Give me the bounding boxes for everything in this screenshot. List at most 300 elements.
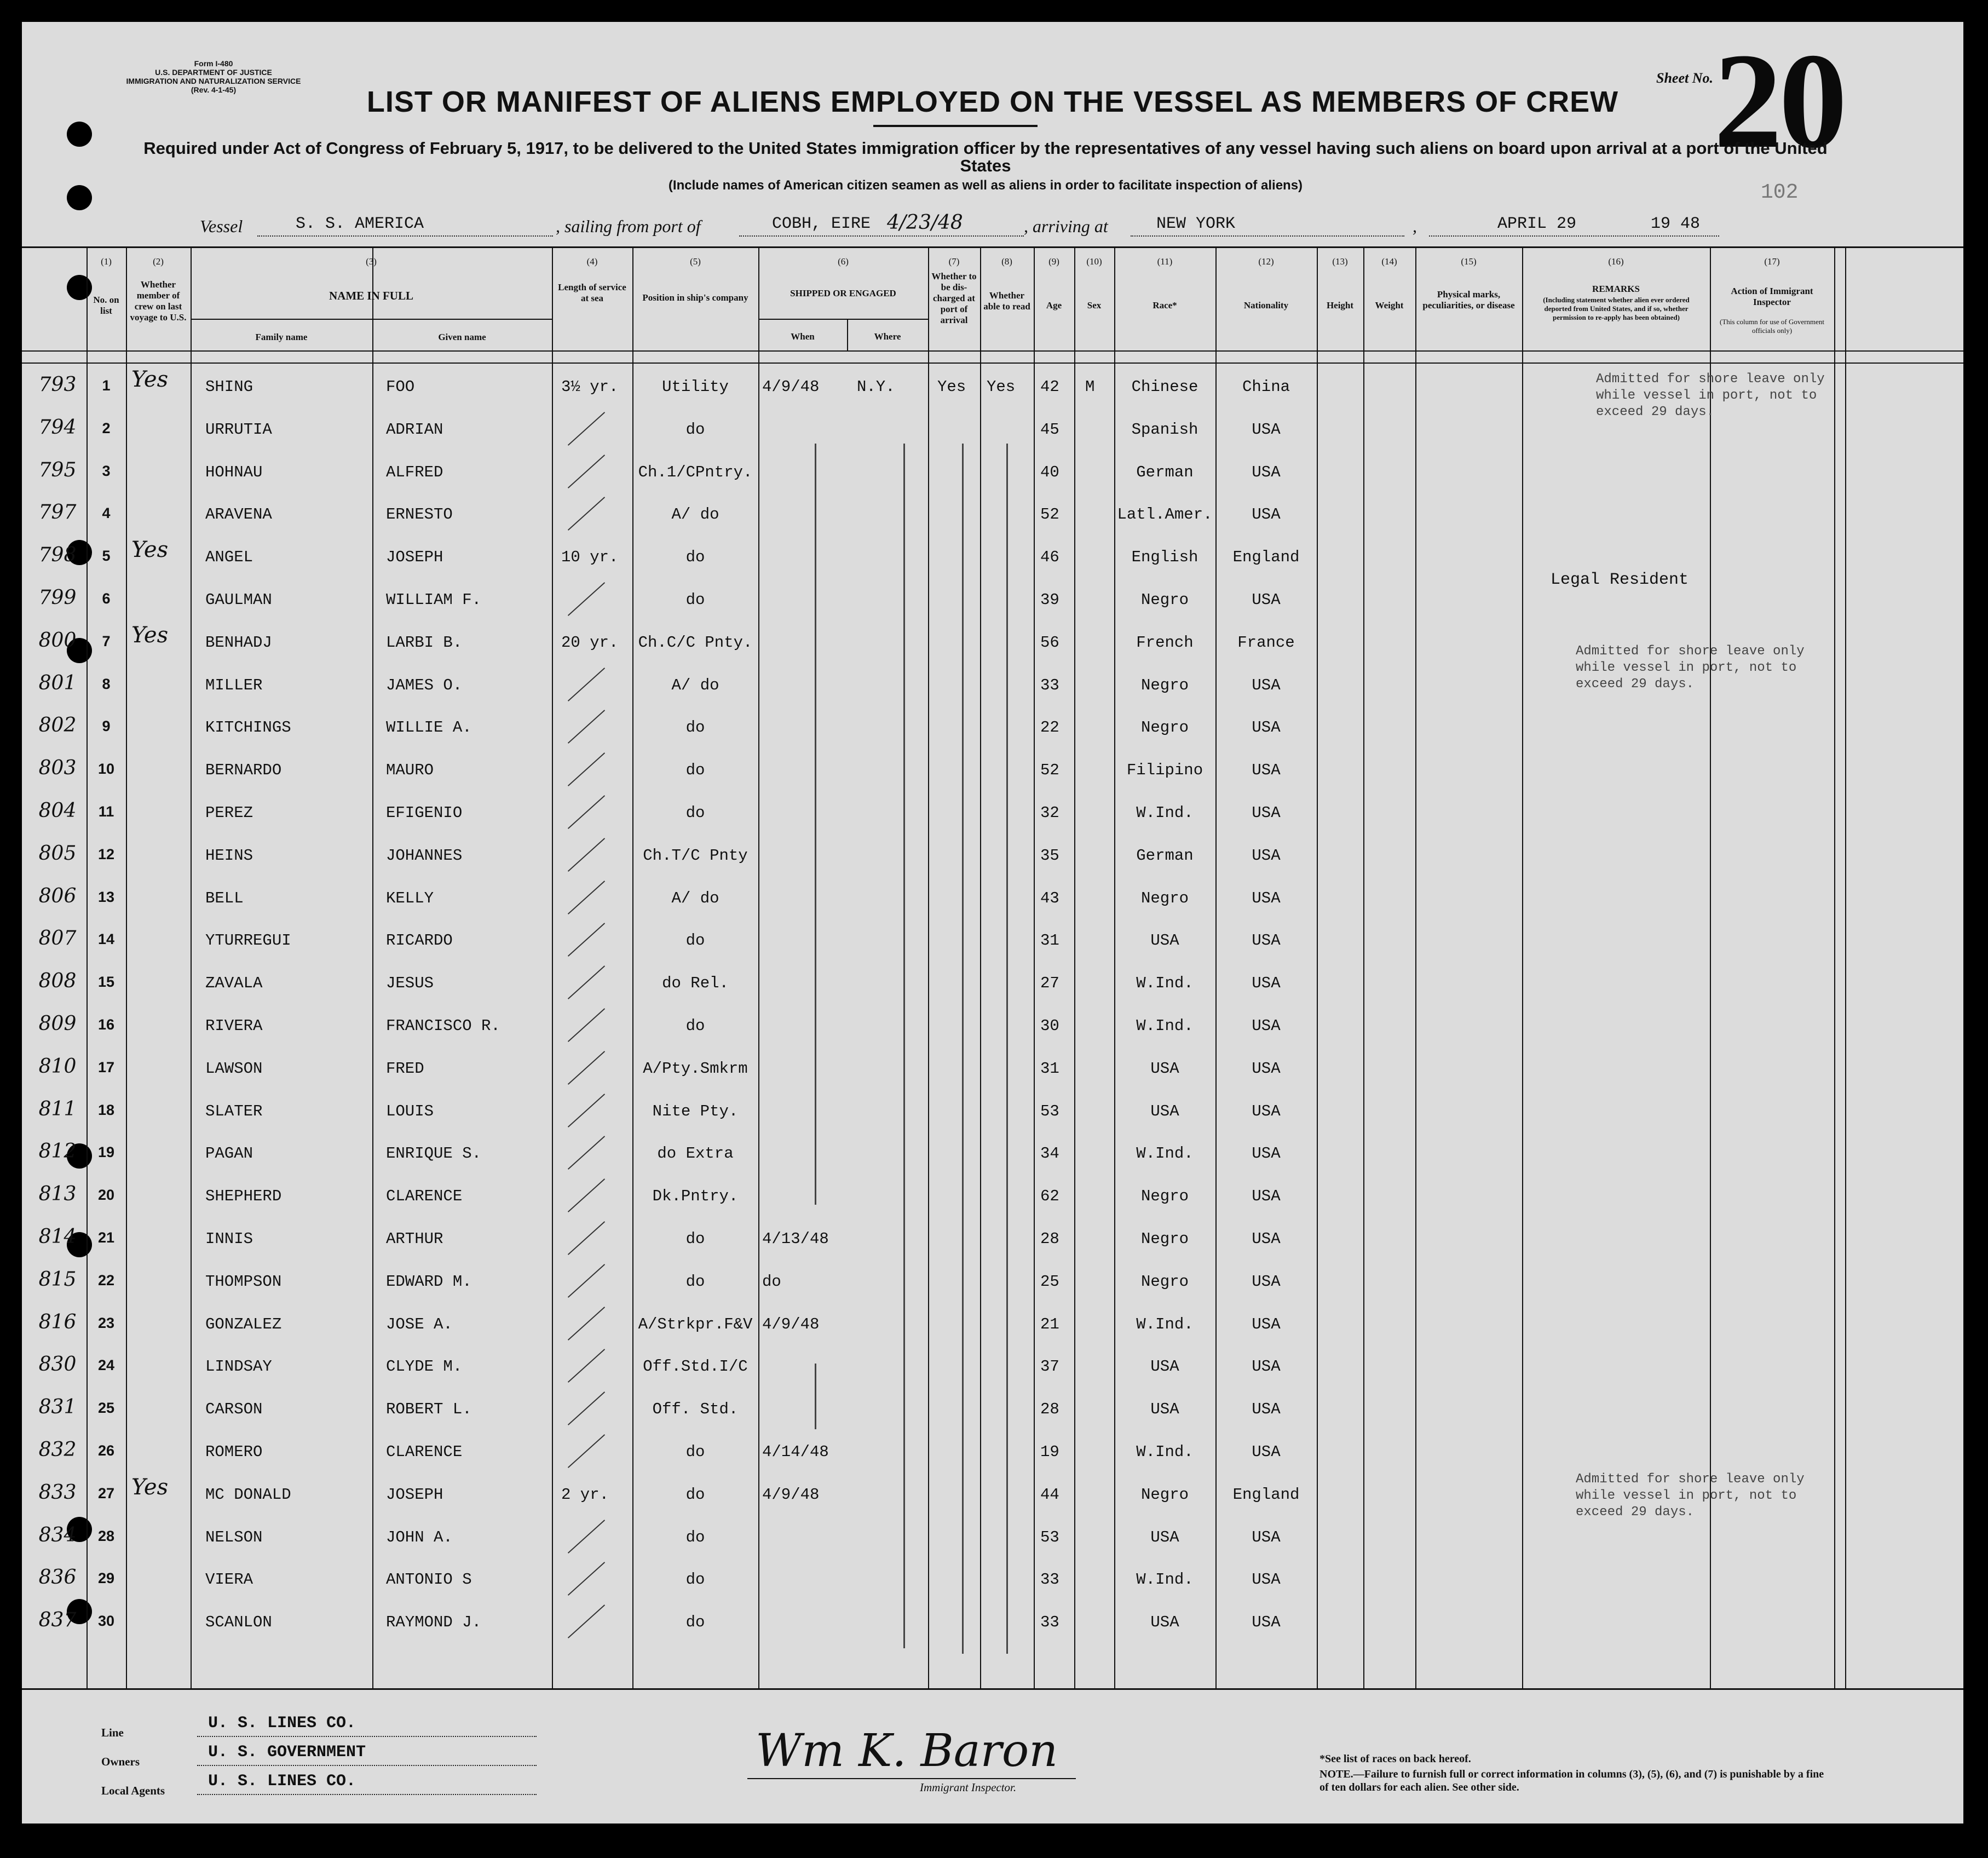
col16-note: (Including statement whether alien ever ordered deported from United States, and if so, whether permission to re-apply has been obtained) [1543, 296, 1690, 321]
family-name-cell: KITCHINGS [205, 718, 291, 737]
ledger-number: 815 [38, 1268, 77, 1291]
age-cell: 31 [1040, 931, 1059, 950]
race-cell: Negro [1140, 1187, 1189, 1206]
ledger-number: 800 [38, 629, 77, 652]
position-cell: do [685, 1571, 705, 1589]
age-cell: 39 [1040, 591, 1059, 609]
col16-number: (16) [1608, 256, 1624, 267]
given-name-cell: ALFRED [386, 463, 443, 481]
age-cell: 21 [1040, 1315, 1059, 1333]
given-name-cell: JAMES O. [386, 676, 463, 694]
col14-header: Weight [1375, 300, 1404, 310]
sailing-label: , sailing from port of [556, 216, 701, 236]
position-cell: do [685, 1230, 705, 1248]
manifest-sheet [22, 22, 1963, 1824]
table-row [22, 493, 1963, 536]
table-row [22, 1175, 1963, 1217]
table-row [22, 749, 1963, 791]
service-length-cell: 2 yr. [561, 1485, 609, 1504]
race-cell: W.Ind. [1136, 1571, 1194, 1589]
given-name-cell: JOHANNES [386, 846, 463, 865]
prev-voyage-cell: Yes [131, 622, 169, 648]
nationality-cell: USA [1252, 974, 1281, 993]
ledger-number: 793 [38, 373, 77, 396]
age-cell: 31 [1040, 1059, 1059, 1078]
nationality-cell: USA [1252, 846, 1281, 865]
row-number: 6 [102, 590, 111, 607]
local-agents: U. S. LINES CO. [208, 1772, 356, 1791]
race-cell: W.Ind. [1136, 1443, 1194, 1461]
arrival-year: 19 48 [1651, 215, 1701, 233]
row-number: 29 [97, 1570, 115, 1587]
shipped-when-cell: 4/14/48 [762, 1443, 829, 1461]
position-cell: do [685, 804, 705, 822]
race-cell: W.Ind. [1136, 804, 1194, 822]
department: U.S. DEPARTMENT OF JUSTICE [155, 68, 272, 77]
position-cell: Off.Std.I/C [643, 1357, 748, 1376]
remark-shore-leave: Admitted for shore leave only while vessel in port, not to exceed 29 days. [1576, 1472, 1805, 1520]
given-name-cell: LARBI B. [386, 633, 463, 652]
age-cell: 33 [1040, 676, 1059, 694]
row-number: 11 [98, 803, 114, 820]
table-row [22, 919, 1963, 962]
ledger-number: 830 [38, 1353, 77, 1376]
family-name-cell: BELL [205, 889, 244, 907]
ledger-number: 806 [38, 884, 77, 907]
position-cell: do [685, 1443, 705, 1461]
family-name-cell: THOMPSON [205, 1272, 282, 1291]
nationality-cell: USA [1252, 1059, 1281, 1078]
title-rule [873, 125, 1038, 127]
col3-number: (3) [366, 256, 377, 267]
position-cell: do Extra [657, 1144, 734, 1163]
col13-header: Height [1326, 300, 1354, 310]
agents-label: Local Agents [101, 1784, 165, 1797]
position-cell: do [685, 931, 705, 950]
races-footnote: *See list of races on back hereof. [1319, 1753, 1471, 1765]
family-name-cell: CARSON [205, 1400, 263, 1419]
age-cell: 52 [1040, 505, 1059, 524]
service-length-cell: 3½ yr. [561, 378, 619, 396]
age-cell: 30 [1040, 1017, 1059, 1035]
ledger-number: 836 [38, 1566, 77, 1589]
position-cell: Ch.C/C Pnty. [638, 633, 753, 652]
given-name-cell: KELLY [386, 889, 434, 907]
nationality-cell: USA [1252, 1528, 1281, 1546]
family-name-cell: SHING [205, 378, 253, 396]
family-name-cell: ZAVALA [205, 974, 263, 993]
table-row [22, 1005, 1963, 1047]
line-fill-line [197, 1736, 537, 1737]
family-name-cell: ARAVENA [205, 505, 272, 524]
family-name-cell: MILLER [205, 676, 263, 694]
family-name-cell: BERNARDO [205, 761, 282, 780]
check-mark [568, 455, 605, 488]
row-number: 12 [97, 845, 115, 862]
sailing-fill-line [739, 235, 1024, 237]
col10-number: (10) [1086, 256, 1102, 267]
check-mark [568, 838, 605, 872]
sheet-label: Sheet No. [1656, 70, 1713, 86]
nationality-cell: USA [1252, 931, 1281, 950]
row-number: 14 [97, 931, 115, 948]
race-cell: USA [1150, 1400, 1179, 1419]
row-number: 8 [102, 675, 111, 692]
able-to-read-cell: Yes [987, 378, 1016, 396]
position-cell: do [685, 420, 705, 439]
given-name-cell: RAYMOND J. [386, 1613, 482, 1632]
ledger-number: 813 [38, 1183, 77, 1206]
check-mark [568, 1604, 605, 1638]
remark-shore-leave: Admitted for shore leave only while vessel in port, not to exceed 29 days. [1596, 372, 1825, 419]
shipped-when-cell: 4/13/48 [762, 1230, 829, 1248]
age-cell: 56 [1040, 633, 1059, 652]
service-length-cell: 10 yr. [561, 548, 619, 567]
age-cell: 53 [1040, 1102, 1059, 1120]
family-name-cell: YTURREGUI [205, 931, 291, 950]
family-name-cell: VIERA [205, 1571, 253, 1589]
document-note: (Include names of American citizen seamen as well as aliens in order to facilitate inspection of aliens) [668, 178, 1303, 193]
family-name-cell: HOHNAU [205, 463, 263, 481]
check-mark [568, 881, 605, 914]
family-name-cell: SCANLON [205, 1613, 272, 1632]
race-cell: Negro [1140, 889, 1189, 907]
given-name-cell: ROBERT L. [386, 1400, 472, 1419]
nationality-cell: USA [1252, 1613, 1281, 1632]
position-cell: A/Strkpr.F&V [638, 1315, 753, 1333]
position-cell: do [685, 1485, 705, 1504]
position-cell: do [685, 591, 705, 609]
ledger-number: 831 [38, 1396, 77, 1419]
col2-number: (2) [153, 256, 164, 267]
family-name-cell: LINDSAY [205, 1357, 272, 1376]
given-name-cell: ADRIAN [386, 420, 443, 439]
table-bottom-border [22, 1688, 1963, 1690]
family-name-cell: URRUTIA [205, 420, 272, 439]
check-mark [568, 1178, 605, 1212]
form-number: Form I-480 [194, 59, 233, 68]
prev-voyage-cell: Yes [131, 1474, 169, 1500]
row-number: 30 [97, 1613, 115, 1630]
ledger-number: 809 [38, 1013, 77, 1035]
table-row [22, 1218, 1963, 1260]
inspector-label: Immigrant Inspector. [920, 1781, 1017, 1794]
nationality-cell: USA [1252, 718, 1281, 737]
col17-number: (17) [1764, 256, 1780, 267]
col4-header: Length of service at sea [558, 282, 626, 303]
row-number: 21 [97, 1229, 115, 1246]
check-mark [568, 1264, 605, 1298]
table-top-border [22, 246, 1963, 248]
col1-header: No. on list [93, 295, 119, 316]
age-cell: 43 [1040, 889, 1059, 907]
col17-header: Action of Immigrant Inspector [1731, 286, 1813, 307]
ledger-number: 798 [38, 544, 77, 567]
stamp-number: 102 [1761, 181, 1799, 204]
position-cell: do [685, 718, 705, 737]
ledger-number: 804 [38, 799, 77, 822]
col8-header: Whether able to read [983, 290, 1030, 312]
nationality-cell: USA [1252, 1571, 1281, 1589]
row-number: 2 [102, 419, 111, 436]
col9-header: Age [1046, 300, 1062, 310]
race-cell: German [1136, 846, 1194, 865]
punch-hole [67, 122, 92, 147]
family-name-cell: PAGAN [205, 1144, 253, 1163]
remark-shore-leave: Admitted for shore leave only while vessel in port, not to exceed 29 days. [1576, 644, 1805, 692]
row-number: 25 [97, 1400, 115, 1417]
age-cell: 52 [1040, 761, 1059, 780]
table-row [22, 962, 1963, 1004]
age-cell: 27 [1040, 974, 1059, 993]
check-mark [568, 752, 605, 786]
family-name-cell: LAWSON [205, 1059, 263, 1078]
position-cell: A/ do [671, 676, 719, 694]
age-cell: 32 [1040, 804, 1059, 822]
ledger-number: 803 [38, 757, 77, 780]
age-cell: 25 [1040, 1272, 1059, 1291]
family-name-cell: HEINS [205, 846, 253, 865]
given-name-cell: ARTHUR [386, 1230, 443, 1248]
given-name-cell: WILLIAM F. [386, 591, 482, 609]
nationality-cell: USA [1252, 1272, 1281, 1291]
ditto-line [962, 444, 964, 1654]
nationality-cell: USA [1252, 591, 1281, 609]
position-cell: Off. Std. [652, 1400, 739, 1419]
position-cell: Ch.T/C Pnty [643, 846, 748, 865]
col14-number: (14) [1381, 256, 1397, 267]
race-cell: USA [1150, 1613, 1179, 1632]
race-cell: Spanish [1131, 420, 1198, 439]
col15-number: (15) [1461, 256, 1477, 267]
nationality-cell: USA [1252, 1315, 1281, 1333]
ledger-number: 834 [38, 1523, 77, 1546]
race-cell: German [1136, 463, 1194, 481]
ledger-number: 832 [38, 1439, 77, 1461]
ledger-number: 801 [38, 671, 77, 694]
ledger-number: 805 [38, 842, 77, 865]
sailing-port: COBH, EIRE [772, 215, 871, 233]
race-cell: Chinese [1131, 378, 1198, 396]
table-row [22, 1601, 1963, 1643]
ditto-line [903, 444, 905, 1648]
ditto-line [815, 444, 816, 1205]
race-cell: USA [1150, 1059, 1179, 1078]
col12-number: (12) [1258, 256, 1274, 267]
race-cell: Filipino [1126, 761, 1203, 780]
nationality-cell: USA [1252, 889, 1281, 907]
nationality-cell: USA [1252, 804, 1281, 822]
vessel-fill-line [257, 235, 553, 237]
check-mark [568, 1562, 605, 1596]
position-cell: do [685, 1528, 705, 1546]
position-cell: do Rel. [662, 974, 729, 993]
col12-header: Nationality [1243, 300, 1289, 310]
check-mark [568, 795, 605, 829]
given-name-cell: ERNESTO [386, 505, 453, 524]
ledger-number: 808 [38, 970, 77, 993]
sex-cell: M [1085, 378, 1095, 396]
sheet-number: 20 [1714, 25, 1844, 177]
nationality-cell: USA [1252, 1400, 1281, 1419]
check-mark [568, 1221, 605, 1255]
table-row [22, 1132, 1963, 1175]
family-name-cell: NELSON [205, 1528, 263, 1546]
row-number: 22 [97, 1272, 115, 1288]
col10-header: Sex [1087, 300, 1102, 310]
col1-number: (1) [101, 256, 112, 267]
col16-header: REMARKS [1592, 284, 1640, 294]
document-title: LIST OR MANIFEST OF ALIENS EMPLOYED ON THE VESSEL AS MEMBERS OF CREW [366, 85, 1619, 118]
nationality-cell: China [1242, 378, 1290, 396]
penalty-footnote: NOTE.—Failure to furnish full or correct information in columns (3), (5), (6), and (7) is punishable by a fine of ten dollars for each alien. See other side. [1319, 1768, 1824, 1793]
age-cell: 35 [1040, 846, 1059, 865]
row-number: 19 [97, 1144, 115, 1161]
ledger-number: 833 [38, 1481, 77, 1504]
ditto-line [1006, 444, 1008, 1654]
agents-fill-line [197, 1794, 537, 1795]
row-number: 13 [97, 888, 115, 905]
line-label: Line [101, 1726, 124, 1739]
table-row [22, 1388, 1963, 1430]
table-row [22, 1516, 1963, 1558]
owners-fill-line [197, 1765, 537, 1766]
nationality-cell: USA [1252, 676, 1281, 694]
document-subtitle: Required under Act of Congress of February 5, 1917, to be delivered to the United States immigration officer by the representatives of any vessel having such aliens on board upon arrival at a port of the United States [143, 139, 1828, 175]
nationality-cell: USA [1252, 1357, 1281, 1376]
nationality-cell: USA [1252, 505, 1281, 524]
ledger-number: 837 [38, 1609, 77, 1632]
nationality-cell: USA [1252, 463, 1281, 481]
nationality-cell: USA [1252, 761, 1281, 780]
signature-line [747, 1778, 1076, 1779]
row-number: 7 [102, 632, 111, 649]
given-name-cell: MAURO [386, 761, 434, 780]
remark-legal-resident: Legal Resident [1551, 571, 1689, 589]
date-fill-line [1429, 235, 1719, 237]
given-name-cell: CLARENCE [386, 1443, 463, 1461]
check-mark [568, 497, 605, 531]
col3-header: NAME IN FULL [329, 289, 413, 302]
given-name-cell: JOHN A. [386, 1528, 453, 1546]
given-name-cell: LOUIS [386, 1102, 434, 1120]
race-cell: Negro [1140, 1485, 1189, 1504]
vessel-name: S. S. AMERICA [296, 215, 424, 233]
header-bottom-border [22, 350, 1963, 352]
row-number: 28 [97, 1527, 115, 1544]
prev-voyage-cell: Yes [131, 367, 169, 392]
position-cell: do [685, 548, 705, 567]
table-row [22, 1048, 1963, 1090]
nationality-cell: USA [1252, 1144, 1281, 1163]
vessel-label: Vessel [200, 216, 243, 236]
given-name-cell: EFIGENIO [386, 804, 463, 822]
position-cell: do [685, 1272, 705, 1291]
age-cell: 28 [1040, 1400, 1059, 1419]
position-cell: Utility [662, 378, 729, 396]
ledger-number: 799 [38, 586, 77, 609]
position-cell: Dk.Pntry. [652, 1187, 739, 1206]
given-name-cell: ENRIQUE S. [386, 1144, 482, 1163]
check-mark [568, 1307, 605, 1341]
row-number: 20 [97, 1187, 115, 1204]
discharged-cell: Yes [937, 378, 966, 396]
age-cell: 28 [1040, 1230, 1059, 1248]
check-mark [568, 1391, 605, 1425]
col11-number: (11) [1157, 256, 1173, 267]
col9-number: (9) [1048, 256, 1059, 267]
nationality-cell: France [1237, 633, 1295, 652]
check-mark [568, 965, 605, 999]
check-mark [568, 1136, 605, 1170]
given-name-cell: RICARDO [386, 931, 453, 950]
inspector-signature: Wm K. Baron [756, 1725, 1058, 1777]
age-cell: 62 [1040, 1187, 1059, 1206]
ledger-number: 816 [38, 1310, 77, 1333]
col5-header: Position in ship's company [642, 292, 748, 303]
ledger-number: 795 [38, 458, 77, 481]
race-cell: Negro [1140, 676, 1189, 694]
row-number: 24 [97, 1357, 115, 1374]
check-mark [568, 923, 605, 957]
row-number: 3 [102, 462, 111, 479]
check-mark [568, 582, 605, 616]
col11-header: Race* [1153, 300, 1177, 310]
check-mark [568, 1434, 605, 1468]
owners: U. S. GOVERNMENT [208, 1743, 366, 1762]
table-row [22, 1261, 1963, 1303]
ledger-number: 812 [38, 1140, 77, 1163]
age-cell: 53 [1040, 1528, 1059, 1546]
family-name-cell: INNIS [205, 1230, 253, 1248]
age-cell: 33 [1040, 1613, 1059, 1632]
ledger-number: 810 [38, 1055, 77, 1078]
row-number: 10 [97, 761, 115, 778]
row-number: 15 [97, 974, 115, 991]
table-row [22, 1345, 1963, 1388]
shipped-when-cell: 4/9/48 [762, 1315, 820, 1333]
race-cell: Negro [1140, 591, 1189, 609]
family-name-cell: MC DONALD [205, 1485, 291, 1504]
nationality-cell: England [1232, 1485, 1300, 1504]
arriving-label: , arriving at [1024, 216, 1108, 236]
table-row [22, 1090, 1963, 1132]
given-name-cell: WILLIE A. [386, 718, 472, 737]
given-name-cell: CLYDE M. [386, 1357, 463, 1376]
race-cell: W.Ind. [1136, 1144, 1194, 1163]
shipped-subheader-rule [758, 319, 928, 320]
row-number: 27 [97, 1485, 115, 1502]
service: IMMIGRATION AND NATURALIZATION SERVICE [126, 77, 301, 85]
position-cell: A/ do [671, 505, 719, 524]
race-cell: French [1136, 633, 1194, 652]
col3a-header: Family name [255, 332, 308, 342]
nationality-cell: USA [1252, 1017, 1281, 1035]
check-mark [568, 1520, 605, 1554]
prev-voyage-cell: Yes [131, 537, 169, 563]
race-cell: W.Ind. [1136, 974, 1194, 993]
race-cell: Negro [1140, 1230, 1189, 1248]
row-number: 18 [97, 1101, 115, 1118]
shipping-line: U. S. LINES CO. [208, 1714, 356, 1733]
col7-header: Whether to be dis-charged at port of arrival [931, 271, 977, 325]
race-cell: W.Ind. [1136, 1315, 1194, 1333]
nationality-cell: England [1232, 548, 1300, 567]
name-subheader-rule [191, 319, 552, 320]
check-mark [568, 1094, 605, 1128]
col6b-header: Where [874, 331, 901, 342]
comma-separator: , [1413, 216, 1417, 236]
